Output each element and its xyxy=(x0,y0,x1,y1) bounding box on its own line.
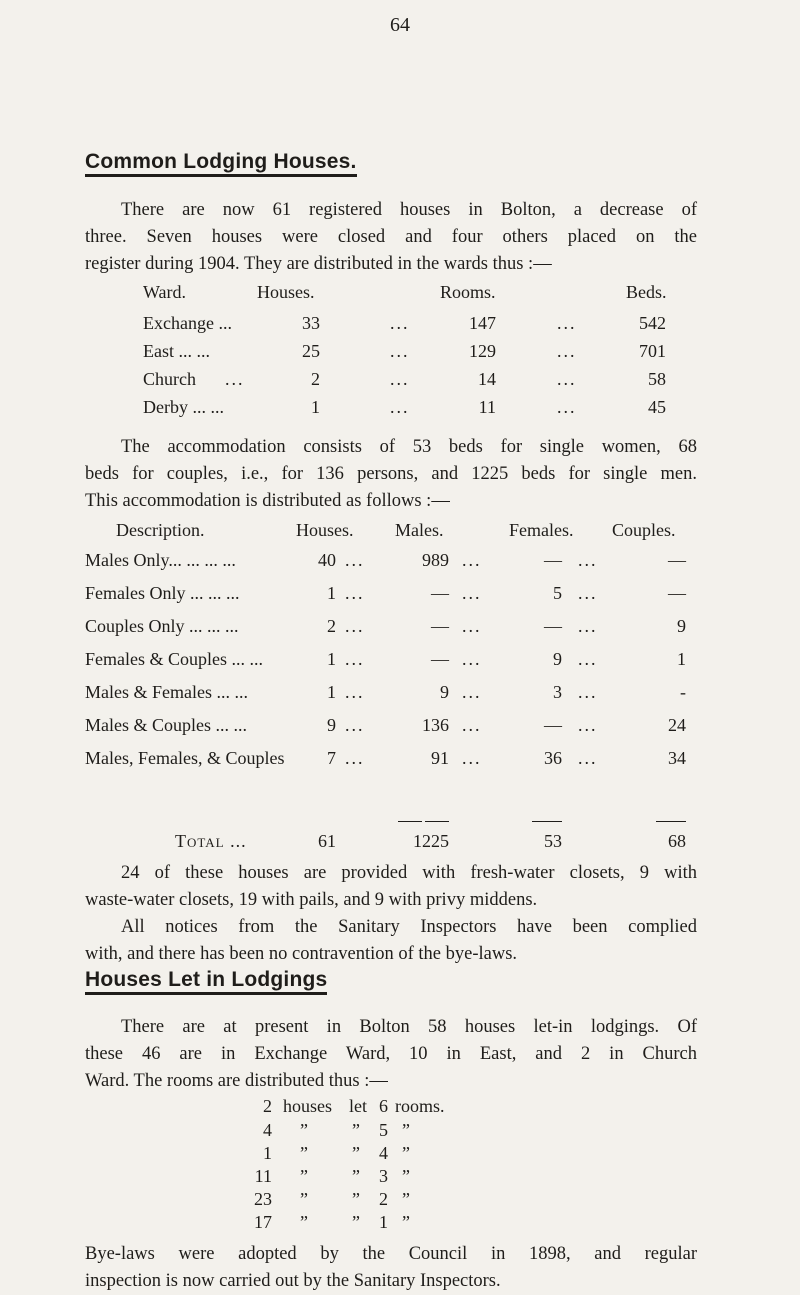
ditto-mark: ” xyxy=(300,1166,308,1186)
leader-dots: ... xyxy=(390,313,410,333)
houses-cell: 1 xyxy=(311,397,320,417)
table-row xyxy=(0,550,800,576)
text-line: register during 1904. They are distributed in the wards thus :— xyxy=(85,254,552,274)
ditto-mark: ” xyxy=(300,1189,308,1209)
total-row xyxy=(0,831,800,857)
text-line: Ward. The rooms are distributed thus :— xyxy=(85,1071,388,1091)
col-header-couples: Couples. xyxy=(612,520,676,540)
text-line: There are now 61 registered houses in Bolton, a decrease of xyxy=(121,200,697,220)
table-row xyxy=(0,682,800,708)
leader-dots: ... xyxy=(578,583,598,603)
ditto-mark: ” xyxy=(402,1189,410,1209)
rooms-list-header xyxy=(0,1096,800,1122)
list-item xyxy=(0,1166,800,1190)
females-cell: — xyxy=(544,550,562,570)
table-header-row xyxy=(0,520,800,546)
word-houses: houses xyxy=(283,1096,332,1116)
couples-cell: 24 xyxy=(668,715,686,735)
leader-dots: ... xyxy=(578,715,598,735)
table-row xyxy=(0,583,800,609)
rooms-cell: 11 xyxy=(478,397,496,417)
males-cell: — xyxy=(431,649,449,669)
leader-dots: ... xyxy=(578,649,598,669)
lodgings-paragraph xyxy=(85,1014,697,1095)
word-rooms: rooms. xyxy=(395,1096,445,1116)
table-row xyxy=(0,715,800,741)
houses-count: 2 xyxy=(263,1096,272,1116)
leader-dots: ... xyxy=(557,397,577,417)
leader-dots: ... xyxy=(462,748,482,768)
houses-cell: 25 xyxy=(302,341,320,361)
couples-cell: — xyxy=(668,583,686,603)
rooms-count: 6 xyxy=(379,1096,388,1116)
col-header-houses: Houses. xyxy=(257,282,315,302)
total-houses: 61 xyxy=(318,831,336,851)
houses-count: 23 xyxy=(254,1189,272,1209)
leader-dots: ... xyxy=(345,649,365,669)
description-cell: Females & Couples ... ... xyxy=(85,649,263,669)
text-line: 24 of these houses are provided with fresh-water closets, 9 with xyxy=(121,863,697,883)
leader-dots: ... xyxy=(462,715,482,735)
table-row xyxy=(0,341,800,367)
text-line: with, and there has been no contravention of the bye-laws. xyxy=(85,944,518,964)
sum-rule xyxy=(532,821,562,822)
females-cell: 36 xyxy=(544,748,562,768)
total-label: Total ... xyxy=(175,831,247,851)
houses-cell: 1 xyxy=(327,583,336,603)
rooms-count: 4 xyxy=(379,1143,388,1163)
houses-cell: 33 xyxy=(302,313,320,333)
females-cell: — xyxy=(544,715,562,735)
females-cell: 5 xyxy=(553,583,562,603)
text-line: Bye-laws were adopted by the Council in 1898, and regular xyxy=(85,1244,697,1264)
leader-dots: ... xyxy=(345,616,365,636)
leader-dots: ... xyxy=(345,550,365,570)
text-line: The accommodation consists of 53 beds for single women, 68 xyxy=(121,437,697,457)
col-header-description: Description. xyxy=(116,520,205,540)
description-cell: Males & Females ... ... xyxy=(85,682,248,702)
houses-cell: 2 xyxy=(311,369,320,389)
houses-count: 1 xyxy=(263,1143,272,1163)
ditto-mark: ” xyxy=(352,1166,360,1186)
table-row xyxy=(0,748,800,774)
leader-dots: ... xyxy=(345,682,365,702)
description-cell: Females Only ... ... ... xyxy=(85,583,240,603)
intro-paragraph xyxy=(85,197,697,278)
leader-dots: ... xyxy=(390,369,410,389)
description-cell: Males, Females, & Couples xyxy=(85,748,285,768)
houses-cell: 2 xyxy=(327,616,336,636)
text-line: three. Seven houses were closed and four others placed on the xyxy=(85,227,697,247)
males-cell: 136 xyxy=(422,715,449,735)
text-line: beds for couples, i.e., for 136 persons, and 1225 beds for single men. xyxy=(85,464,697,484)
rooms-count: 3 xyxy=(379,1166,388,1186)
text-line: waste-water closets, 19 with pails, and 9 with privy middens. xyxy=(85,890,538,910)
description-cell: Males Only... ... ... ... xyxy=(85,550,236,570)
females-cell: 9 xyxy=(553,649,562,669)
ditto-mark: ” xyxy=(352,1120,360,1140)
description-cell: Couples Only ... ... ... xyxy=(85,616,239,636)
list-item xyxy=(0,1189,800,1213)
houses-cell: 40 xyxy=(318,550,336,570)
byelaws-paragraph xyxy=(85,1241,697,1295)
col-header-rooms: Rooms. xyxy=(440,282,496,302)
houses-count: 4 xyxy=(263,1120,272,1140)
rooms-cell: 129 xyxy=(469,341,496,361)
houses-cell: 1 xyxy=(327,682,336,702)
leader-dots: ... xyxy=(345,715,365,735)
ditto-mark: ” xyxy=(300,1212,308,1232)
ditto-mark: ” xyxy=(352,1212,360,1232)
houses-cell: 7 xyxy=(327,748,336,768)
sum-rule xyxy=(656,821,686,822)
males-cell: 9 xyxy=(440,682,449,702)
houses-cell: 1 xyxy=(327,649,336,669)
leader-dots: ... xyxy=(462,550,482,570)
leader-dots: ... xyxy=(557,369,577,389)
section-title-common-lodging-houses: Common Lodging Houses. xyxy=(85,150,357,174)
ditto-mark: ” xyxy=(352,1189,360,1209)
leader-dots: ... xyxy=(557,341,577,361)
closets-paragraph xyxy=(85,860,697,968)
page-number: 64 xyxy=(390,14,410,36)
text-line: There are at present in Bolton 58 houses let-in lodgings. Of xyxy=(121,1017,697,1037)
couples-cell: 1 xyxy=(677,649,686,669)
ditto-mark: ” xyxy=(402,1212,410,1232)
ditto-mark: ” xyxy=(402,1143,410,1163)
ditto-mark: ” xyxy=(300,1120,308,1140)
table-row xyxy=(0,313,800,339)
leader-dots: ... xyxy=(390,341,410,361)
col-header-beds: Beds. xyxy=(626,282,667,302)
col-header-males: Males. xyxy=(395,520,444,540)
col-header-houses: Houses. xyxy=(296,520,354,540)
table-row xyxy=(0,369,800,395)
leader-dots: ... xyxy=(578,748,598,768)
couples-cell: 34 xyxy=(668,748,686,768)
text-line: This accommodation is distributed as follows :— xyxy=(85,491,450,511)
females-cell: 3 xyxy=(553,682,562,702)
sum-rule xyxy=(398,821,422,822)
table-row xyxy=(0,616,800,642)
leader-dots: ... xyxy=(462,583,482,603)
table-row xyxy=(0,649,800,675)
leader-dots: ... xyxy=(345,748,365,768)
total-females: 53 xyxy=(544,831,562,851)
leader-dots: ... xyxy=(578,682,598,702)
couples-cell: - xyxy=(680,682,686,702)
rooms-cell: 147 xyxy=(469,313,496,333)
col-header-females: Females. xyxy=(509,520,574,540)
list-item xyxy=(0,1143,800,1167)
ward-cell: East ... ... xyxy=(143,341,210,361)
males-cell: 989 xyxy=(422,550,449,570)
ditto-mark: ” xyxy=(300,1143,308,1163)
leader-dots: ... xyxy=(462,682,482,702)
leader-dots: ... xyxy=(390,397,410,417)
ward-cell: Derby ... ... xyxy=(143,397,224,417)
males-cell: — xyxy=(431,616,449,636)
beds-cell: 45 xyxy=(648,397,666,417)
col-header-ward: Ward. xyxy=(143,282,187,302)
leader-dots: ... xyxy=(345,583,365,603)
couples-cell: — xyxy=(668,550,686,570)
table-header-row xyxy=(0,282,800,308)
beds-cell: 701 xyxy=(639,341,666,361)
rooms-count: 2 xyxy=(379,1189,388,1209)
total-couples: 68 xyxy=(668,831,686,851)
list-item xyxy=(0,1212,800,1236)
leader-dots: ... xyxy=(557,313,577,333)
houses-count: 17 xyxy=(254,1212,272,1232)
rooms-cell: 14 xyxy=(478,369,496,389)
ditto-mark: ” xyxy=(402,1120,410,1140)
text-line: these 46 are in Exchange Ward, 10 in East, and 2 in Church xyxy=(85,1044,697,1064)
total-males: 1225 xyxy=(413,831,449,851)
ward-cell: Exchange ... xyxy=(143,313,232,333)
section-title-houses-let-in-lodgings: Houses Let in Lodgings xyxy=(85,968,327,992)
list-item xyxy=(0,1120,800,1144)
leader-dots: ... xyxy=(462,616,482,636)
rooms-count: 5 xyxy=(379,1120,388,1140)
word-let: let xyxy=(349,1096,367,1116)
females-cell: — xyxy=(544,616,562,636)
leader-dots: ... xyxy=(578,616,598,636)
ditto-mark: ” xyxy=(352,1143,360,1163)
males-cell: — xyxy=(431,583,449,603)
rooms-count: 1 xyxy=(379,1212,388,1232)
ward-cell: Church xyxy=(143,369,196,389)
ditto-mark: ” xyxy=(402,1166,410,1186)
leader-dots: ... xyxy=(578,550,598,570)
houses-cell: 9 xyxy=(327,715,336,735)
table-row xyxy=(0,397,800,423)
leader-dots: ... xyxy=(225,369,245,389)
houses-count: 11 xyxy=(254,1166,272,1186)
beds-cell: 58 xyxy=(648,369,666,389)
beds-cell: 542 xyxy=(639,313,666,333)
accommodation-paragraph xyxy=(85,434,697,515)
text-line: inspection is now carried out by the Sanitary Inspectors. xyxy=(85,1271,501,1291)
couples-cell: 9 xyxy=(677,616,686,636)
leader-dots: ... xyxy=(462,649,482,669)
sum-rule xyxy=(425,821,449,822)
males-cell: 91 xyxy=(431,748,449,768)
description-cell: Males & Couples ... ... xyxy=(85,715,247,735)
text-line: All notices from the Sanitary Inspectors have been complied xyxy=(121,917,697,937)
